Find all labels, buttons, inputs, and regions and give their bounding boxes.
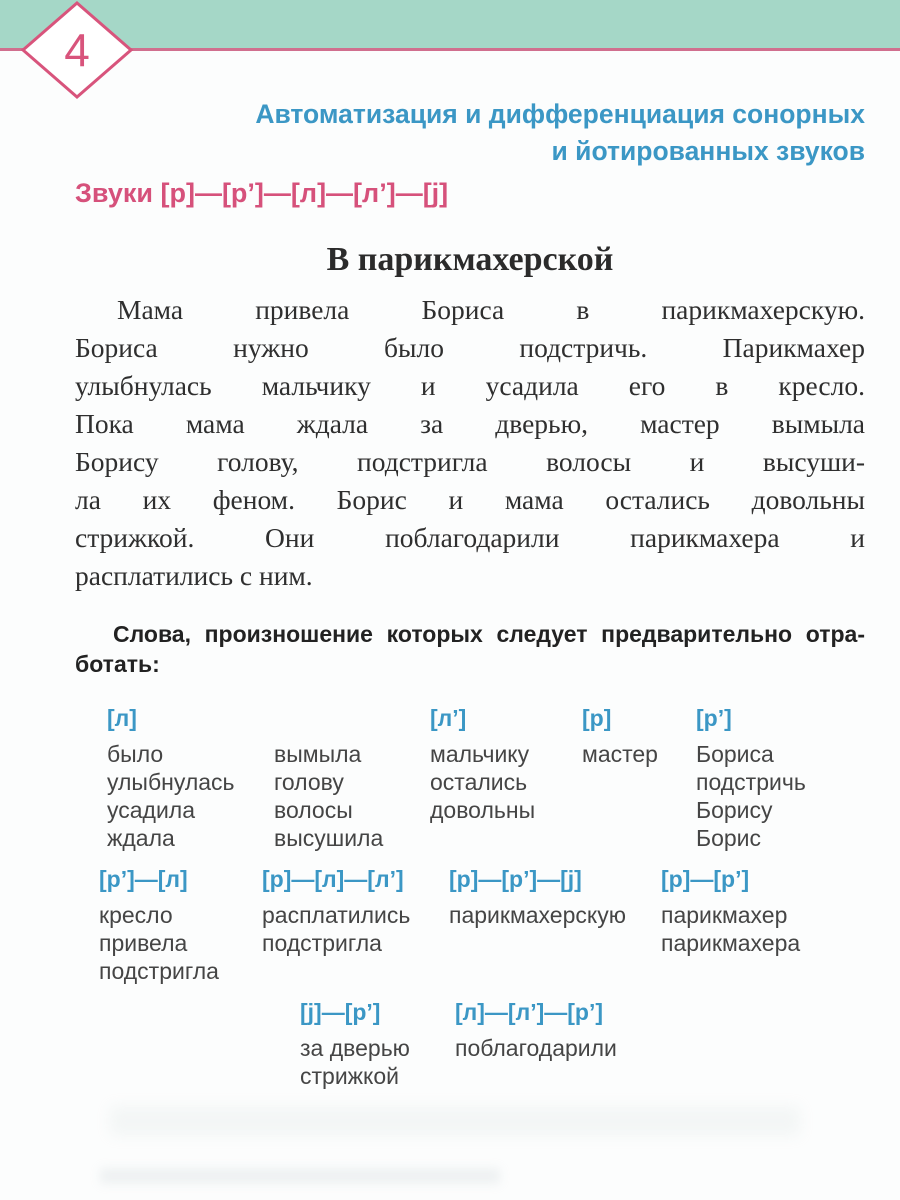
word-group: [107, 705, 865, 852]
word: за дверью: [300, 1035, 410, 1061]
word: подстригла: [99, 958, 219, 984]
word: высушила: [274, 825, 384, 851]
story-line: расплатились с ним.: [75, 560, 313, 591]
word-column: [107, 705, 274, 852]
chapter-header: [75, 96, 865, 170]
word: ждала: [107, 825, 175, 851]
sound-header: [л’]: [430, 705, 467, 731]
word-column: [262, 866, 449, 985]
word-column: [449, 866, 661, 985]
story-line: стрижкой. Они поблагодарили парикмахера и: [75, 522, 865, 553]
word-groups: [75, 705, 865, 1090]
word: волосы: [274, 797, 353, 823]
sound-header: [274, 705, 430, 734]
sound-header: [j]—[р’]: [300, 999, 381, 1025]
sound-header: [р’]: [696, 705, 732, 731]
word: поблагодарили: [455, 1035, 617, 1061]
word: мальчику: [430, 741, 530, 767]
word-group: [99, 866, 865, 985]
page-content: [75, 51, 865, 1104]
word-group: [300, 999, 865, 1090]
word-column: [274, 705, 430, 852]
story-line: ла их феном. Борис и мама остались довольны: [75, 484, 865, 515]
page-number-diamond: [0, 0, 160, 110]
word: парикмахер: [661, 902, 788, 928]
instruction-line1: Слова, произношение которых следует предварительно отра-: [113, 621, 865, 647]
word-column: [99, 866, 262, 985]
word: кресло: [99, 902, 173, 928]
sound-header: [р]—[р’]: [661, 866, 750, 892]
sounds-heading: Звуки [р]—[р’]—[л]—[л’]—[j]: [75, 178, 449, 208]
word-column: [582, 705, 696, 852]
word: довольны: [430, 797, 536, 823]
word: Борису: [696, 797, 773, 823]
story-line: Бориса нужно было подстричь. Парикмахер: [75, 332, 865, 363]
word: парикмахера: [661, 930, 801, 956]
story-line: Мама привела Бориса в парикмахерскую.: [117, 294, 865, 325]
story-paragraph: [75, 291, 865, 595]
word-column: [455, 999, 617, 1090]
word: подстричь: [696, 769, 806, 795]
word: улыбнулась: [107, 769, 235, 795]
sound-header: [л]—[л’]—[р’]: [455, 999, 604, 1025]
instruction-text: [75, 619, 865, 679]
instruction-line2: ботать:: [75, 651, 160, 677]
word: усадила: [107, 797, 196, 823]
story-line: улыбнулась мальчику и усадила его в кресло.: [75, 370, 865, 401]
story-line: Пока мама ждала за дверью, мастер вымыла: [75, 408, 865, 439]
word-column: [430, 705, 582, 852]
word: подстригла: [262, 930, 382, 956]
chapter-header-line2: и йотированных звуков: [551, 136, 865, 166]
sound-header: [р]—[р’]—[j]: [449, 866, 582, 892]
word-column: [661, 866, 800, 985]
scan-bleed-artifact: [110, 1106, 800, 1136]
word: Бориса: [696, 741, 774, 767]
word: расплатились: [262, 902, 411, 928]
sound-header: [р]—[л]—[л’]: [262, 866, 404, 892]
word: мастер: [582, 741, 658, 767]
sound-header: [р’]—[л]: [99, 866, 188, 892]
page-number: 4: [64, 24, 90, 76]
sound-header: [р]: [582, 705, 612, 731]
word: голову: [274, 769, 344, 795]
word: парикмахерскую: [449, 902, 626, 928]
word: остались: [430, 769, 528, 795]
story-line: Борису голову, подстригла волосы и высуши-: [75, 446, 865, 477]
word: было: [107, 741, 164, 767]
story-title: В парикмахерской: [326, 241, 614, 278]
chapter-header-line1: Автоматизация и дифференциация сонорных: [255, 99, 865, 129]
word: привела: [99, 930, 188, 956]
word: Борис: [696, 825, 762, 851]
word: стрижкой: [300, 1063, 400, 1089]
scan-bleed-artifact: [100, 1168, 500, 1184]
word-column: [300, 999, 455, 1090]
word: вымыла: [274, 741, 362, 767]
sound-header: [л]: [107, 705, 137, 731]
word-column: [696, 705, 806, 852]
